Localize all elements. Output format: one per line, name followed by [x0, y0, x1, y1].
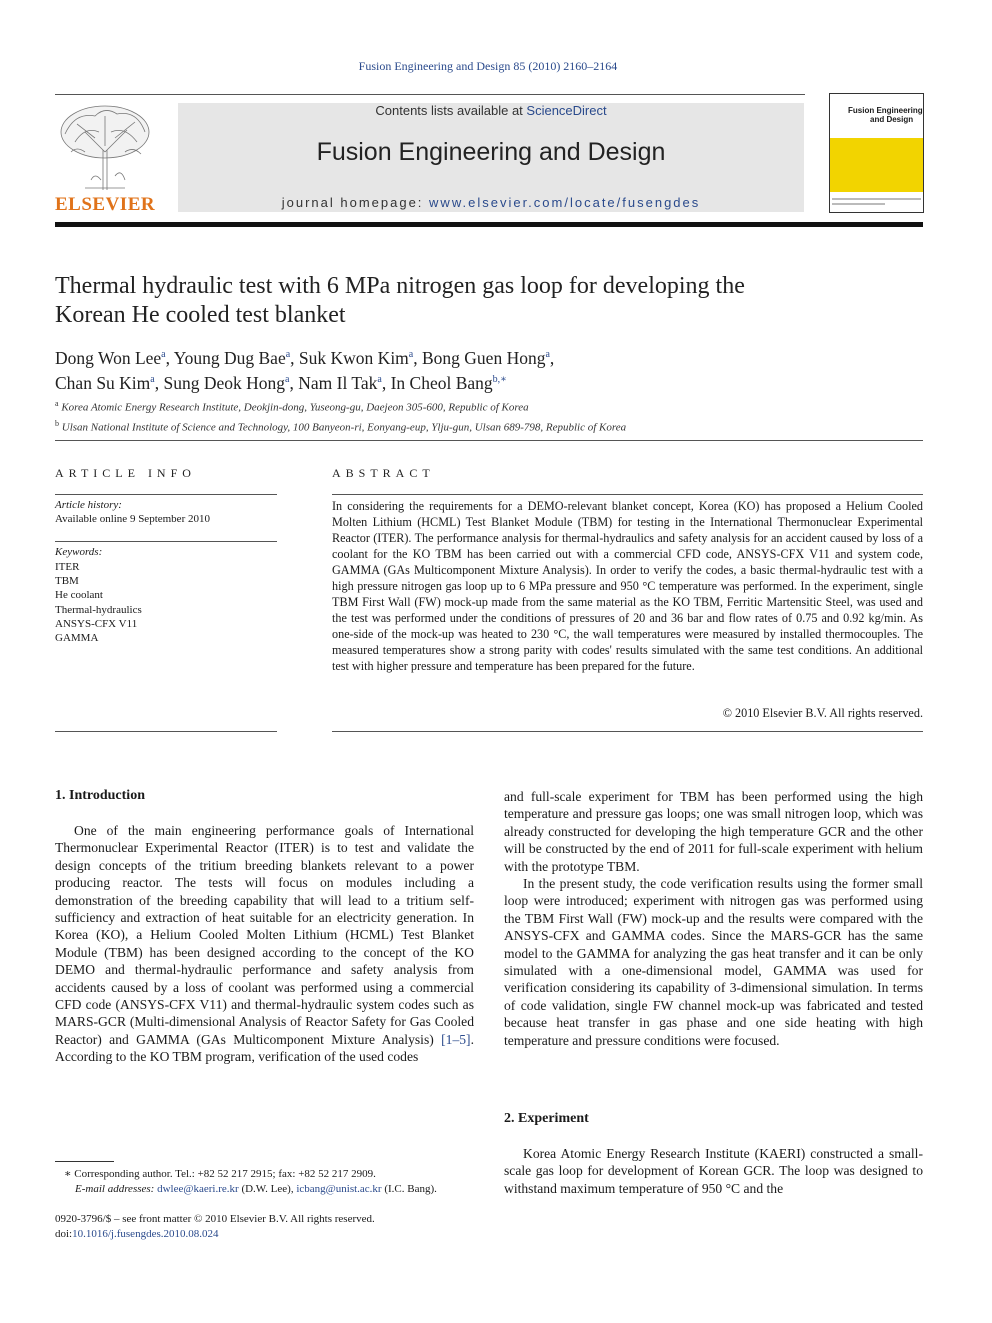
citation-link[interactable]: [1–5]	[441, 1031, 471, 1047]
affiliation: $^a$ Korea Atomic Energy Research Institute, Deokjin-dong, Yuseong-gu, Daejeon 305-600, Republic of Korea	[55, 399, 529, 414]
author: In Cheol Bang	[390, 372, 493, 393]
affiliations	[55, 396, 923, 435]
author: Nam Il Tak	[298, 372, 378, 393]
keyword: He coolant	[55, 589, 103, 602]
paragraph: and full-scale experiment for TBM has been performed using the high temperature and pressure gas loops; one was small nitrogen loop, which was already constructed for developing the high temperature GCR and the other will be constructed by the end of 2011 for full-scale experiment with helium with the prototype TBM.	[504, 789, 923, 874]
paragraph: In the present study, the code verification results using the former small loop were introduced; experiment with nitrogen gas was performed using the TBM First Wall (FW) mock-up and the results were compared with the ANSYS-CFX and GAMMA codes. Since the MARS-GCR has the same model to the GAMMA for analyzing the gas heat transfer and it can be only simulated with a one-dimensional model, GAMMA was used for verification considering its capability of 3-dimensional simulation. In terms of code validation, single FW channel mock-up was fabricated and tested because heat transfer in gas phase and one side heating with high temperature and pressure conditions were focused.	[504, 876, 923, 1048]
author-affil-mark[interactable]: a	[408, 349, 414, 360]
email-link[interactable]: icbang@unist.ac.kr	[296, 1183, 382, 1195]
info-rule	[55, 731, 277, 732]
author: Dong Won Lee	[55, 347, 162, 368]
article-title: Thermal hydraulic test with 6 MPa nitrogen gas loop for developing the Korean He cooled test blanket	[55, 273, 745, 328]
cover-title: Fusion Engineering and Design	[848, 106, 923, 124]
homepage-line: journal homepage: www.elsevier.com/locate/fusengdes	[281, 195, 701, 210]
journal-cover-thumbnail[interactable]	[829, 93, 924, 213]
header-top-rule	[55, 94, 805, 95]
author-affil-mark[interactable]: a	[377, 373, 382, 385]
doi-link[interactable]: 10.1016/j.fusengdes.2010.08.024	[72, 1228, 219, 1240]
body-column-right-experiment	[504, 1145, 923, 1197]
author-affil-mark[interactable]: a	[161, 349, 166, 360]
keyword: ANSYS-CFX V11	[55, 617, 138, 630]
elsevier-tree-icon	[55, 102, 155, 194]
history-value: Available online 9 September 2010	[55, 513, 210, 525]
keyword: Thermal-hydraulics	[55, 603, 142, 616]
affiliation: $^b$ Ulsan National Institute of Science and Technology, 100 Banyeon-ri, Eonyang-eup, Ylju-gun, Ulsan 689-798, Republic of Korea	[55, 418, 627, 434]
journal-title: Fusion Engineering and Design	[316, 138, 666, 166]
elsevier-wordmark: ELSEVIER	[55, 194, 156, 215]
author-affil-mark[interactable]: b,∗	[492, 373, 507, 385]
homepage-link[interactable]: www.elsevier.com/locate/fusengdes	[429, 195, 701, 210]
email-line: E-mail addresses: dwlee@kaeri.re.kr (D.W. Lee), icbang@unist.ac.kr (I.C. Bang).	[75, 1183, 437, 1195]
keyword: ITER	[55, 561, 80, 573]
info-rule	[55, 494, 277, 495]
history-label: Article history:	[55, 499, 122, 511]
abstract-rule	[332, 731, 923, 732]
author: Suk Kwon Kim	[298, 347, 409, 368]
article-info-heading: ARTICLE INFO	[55, 466, 196, 480]
body-column-right	[504, 788, 923, 1049]
keyword: GAMMA	[55, 632, 99, 645]
doi-line: doi:10.1016/j.fusengdes.2010.08.024	[55, 1228, 219, 1240]
abstract-body: In considering the requirements for a DEMO-relevant blanket concept, Korea (KO) has proposed a Helium Cooled Molten Lithium (HCML) Test Blanket Module (TBM) for testing in the International Thermonuclear Experimental Reactor (ITER). The performance analysis for thermal-hydraulics and safety analysis for an accident caused by loss of a coolant for the KO TBM has been carried out with a commercial CFD code, ANSYS-CFX V11 and system code, GAMMA (GAs Multicomponent Mixture Analysis). In order to verify the codes, a basic thermal-hydraulic test with a high pressure nitrogen gas loop up to 6 MPa pressure and 950 °C temperature was performed. In the experiment, single TBM First Wall (FW) mock-up made from the same material as the KO TBM, Ferritic Martensitic Steel, was used and the test was performed under the conditions of pressures of 20 and 36 bar and flow rates of 0.75 and 0.92 kg/min. As one-side of the mock-up was heated to 230 °C, the wall temperatures were measured by installed thermocouples. The measured temperatures show a strong parity with codes' results simulated with the same test conditions. An additional test with higher pressure and temperature has been prepared for the future.	[332, 499, 923, 673]
author-list: Dong Won Lee$^a$, Young Dug Bae$^a$, Suk Kwon Kim$^a$, Bong Guen Hong$^a$, Chan Su Kim$^a$, Sung Deok Hong$^a$, Nam Il Tak$^a$, In Cheol Bang$^{b,∗}$	[55, 347, 555, 393]
journal-reference[interactable]: Fusion Engineering and Design 85 (2010) 2160–2164	[358, 59, 618, 73]
section-title-experiment: 2. Experiment	[504, 1111, 589, 1126]
author: Bong Guen Hong	[422, 347, 546, 368]
header-thick-rule	[55, 222, 923, 227]
keyword: TBM	[55, 575, 79, 588]
author-affil-mark[interactable]: a	[150, 373, 155, 385]
section-title-introduction: 1. Introduction	[55, 788, 145, 803]
contents-line: Contents lists available at ScienceDirect	[375, 103, 607, 118]
issn-line: 0920-3796/$ – see front matter © 2010 Elsevier B.V. All rights reserved.	[55, 1213, 375, 1225]
author: Sung Deok Hong	[163, 372, 286, 393]
cover-yellow-band	[830, 138, 923, 192]
abstract-copyright: © 2010 Elsevier B.V. All rights reserved.	[722, 706, 923, 720]
elsevier-logo	[55, 102, 155, 214]
corresponding-author: ∗ Corresponding author. Tel.: +82 52 217 2915; fax: +82 52 217 2909.	[64, 1168, 376, 1180]
author: Young Dug Bae	[173, 347, 286, 368]
sciencedirect-link[interactable]: ScienceDirect	[526, 103, 607, 118]
author-affil-mark[interactable]: a	[545, 349, 550, 360]
author: Chan Su Kim	[55, 372, 151, 393]
body-column-left	[55, 822, 474, 1066]
footnote	[55, 1167, 505, 1197]
author-affil-mark[interactable]: a	[285, 349, 291, 360]
abstract-rule	[332, 494, 923, 495]
info-rule	[55, 541, 277, 542]
paragraph: One of the main engineering performance goals of International Thermonuclear Experimental Reactor (ITER) is to test and validate the design concepts of the tritium breeding blankets relevant to a power producing reactor. The tests will focus on modules including a demonstration of the breeding capability that will lead to a tritium self-sufficiency and extraction of heat suitable for an electricity generation. In Korea (KO), a Helium Cooled Molten Lithium (HCML) Test Blanket Module (TBM) has been designed according to the concept of the KO DEMO and thermal-hydraulic performance and safety analysis from accidents caused by a loss of coolant was performed using a commercial CFD code (ANSYS-CFX V11) and thermal-hydraulic system codes such as MARS-GCR (Multi-dimensional Analysis of Reactor Safety for Gas Cooled Reactor) and GAMMA (GAs Multicomponent Mixture Analysis) [1–5]. According to the KO TBM program, verification of the used codes	[55, 823, 474, 1065]
keywords-label: Keywords:	[55, 546, 103, 558]
keywords-list	[55, 560, 142, 645]
email-link[interactable]: dwlee@kaeri.re.kr	[157, 1183, 239, 1195]
author-affil-mark[interactable]: a	[285, 373, 290, 385]
affiliation-rule	[55, 440, 923, 441]
footnote-rule	[55, 1161, 114, 1162]
abstract-heading: ABSTRACT	[332, 466, 435, 480]
cover-footer	[832, 195, 921, 209]
paragraph: Korea Atomic Energy Research Institute (KAERI) constructed a small-scale gas loop for development of Korean GCR. The loop was designed to withstand maximum temperature of 950 °C and the	[504, 1146, 923, 1196]
front-matter	[55, 1212, 505, 1242]
